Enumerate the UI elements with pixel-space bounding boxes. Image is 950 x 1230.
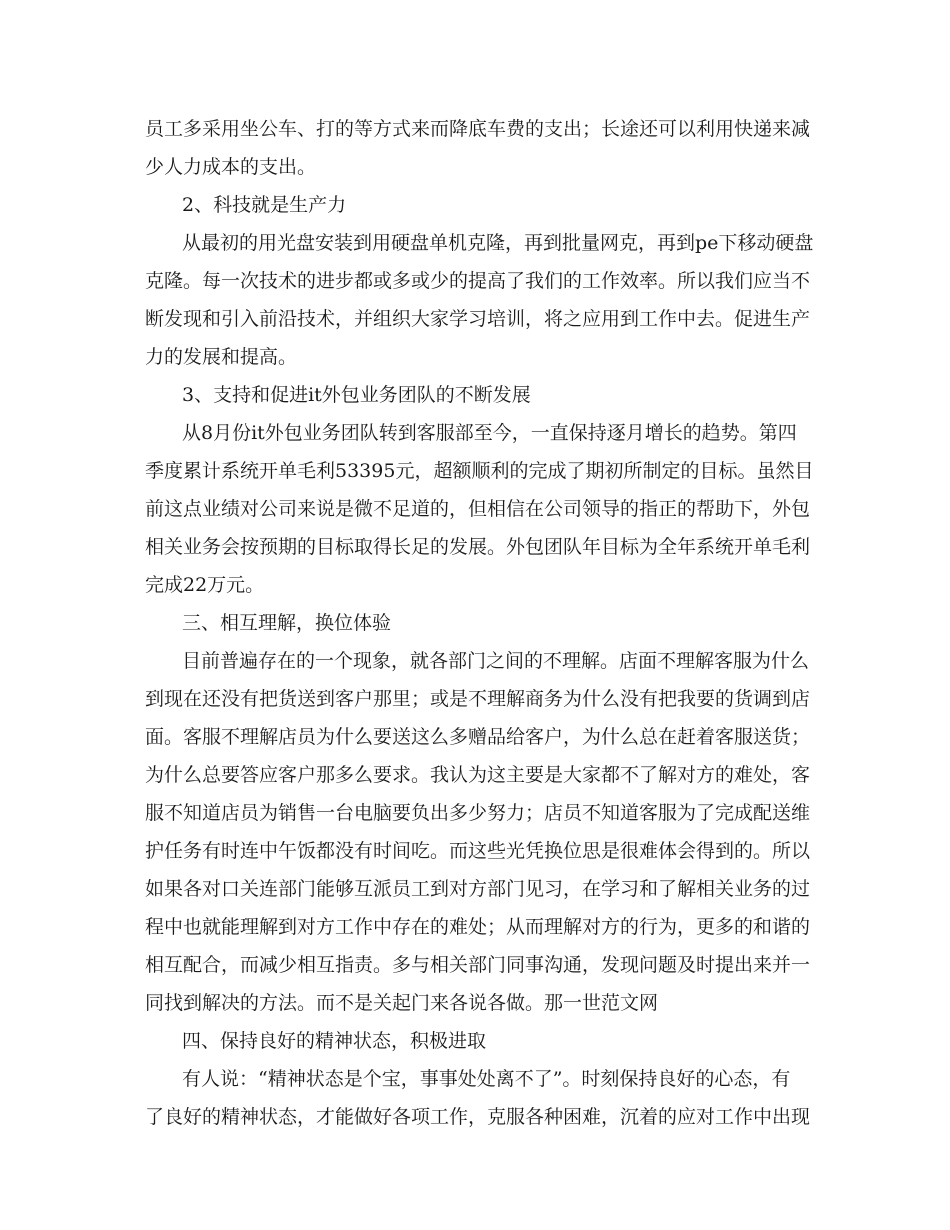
text-line: 完成22万元。 bbox=[145, 574, 265, 596]
text-line: 面。客服不理解店员为什么要送这么多赠品给客户，为什么总在赶着客服送货； bbox=[145, 726, 811, 748]
section-heading: 3、支持和促进it外包业务团队的不断发展 bbox=[182, 384, 531, 406]
text-line: 目前普遍存在的一个现象，就各部门之间的不理解。店面不理解客服为什么 bbox=[182, 650, 810, 672]
text-line: 服不知道店员为销售一台电脑要负出多少努力；店员不知道客服为了完成配送维 bbox=[145, 802, 811, 824]
section-heading: 四、保持良好的精神状态，积极进取 bbox=[182, 1030, 487, 1052]
text-line: 力的发展和提高。 bbox=[145, 346, 298, 368]
text-line: 克隆。每一次技术的进步都或多或少的提高了我们的工作效率。所以我们应当不 bbox=[145, 270, 811, 292]
text-line: 有人说：“精神状态是个宝，事事处处离不了”。时刻保持良好的心态，有 bbox=[182, 1068, 791, 1090]
section-heading: 2、科技就是生产力 bbox=[182, 194, 347, 216]
text-line: 前这点业绩对公司来说是微不足道的，但相信在公司领导的指正的帮助下，外包 bbox=[145, 498, 811, 520]
text-line: 了良好的精神状态，才能做好各项工作，克服各种困难，沉着的应对工作中出现 bbox=[145, 1106, 811, 1128]
text-line: 断发现和引入前沿技术，并组织大家学习培训，将之应用到工作中去。促进生产 bbox=[145, 308, 811, 330]
text-line: 同找到解决的方法。而不是关起门来各说各做。那一世范文网 bbox=[145, 992, 659, 1014]
text-line: 如果各对口关连部门能够互派员工到对方部门见习，在学习和了解相关业务的过 bbox=[145, 878, 811, 900]
text-line: 员工多采用坐公车、打的等方式来而降底车费的支出；长途还可以利用快递来减 bbox=[145, 118, 811, 140]
text-line: 从最初的用光盘安装到用硬盘单机克隆，再到批量网克，再到pe下移动硬盘 bbox=[182, 232, 814, 254]
text-line: 程中也就能理解到对方工作中存在的难处；从而理解对方的行为，更多的和谐的 bbox=[145, 916, 811, 938]
text-line: 护任务有时连中午饭都没有时间吃。而这些光凭换位思是很难体会得到的。所以 bbox=[145, 840, 811, 862]
section-heading: 三、相互理解，换位体验 bbox=[182, 612, 392, 634]
text-line: 到现在还没有把货送到客户那里；或是不理解商务为什么没有把我要的货调到店 bbox=[145, 688, 811, 710]
text-line: 为什么总要答应客户那多么要求。我认为这主要是大家都不了解对方的难处，客 bbox=[145, 764, 811, 786]
text-line: 相互配合，而减少相互指责。多与相关部门同事沟通，发现问题及时提出来并一 bbox=[145, 954, 811, 976]
text-line: 季度累计系统开单毛利53395元，超额顺利的完成了期初所制定的目标。虽然目 bbox=[145, 460, 814, 482]
text-line: 从8月份it外包业务团队转到客服部至今，一直保持逐月增长的趋势。第四 bbox=[182, 422, 797, 444]
text-line: 少人力成本的支出。 bbox=[145, 156, 317, 178]
text-line: 相关业务会按预期的目标取得长足的发展。外包团队年目标为全年系统开单毛利 bbox=[145, 536, 811, 558]
